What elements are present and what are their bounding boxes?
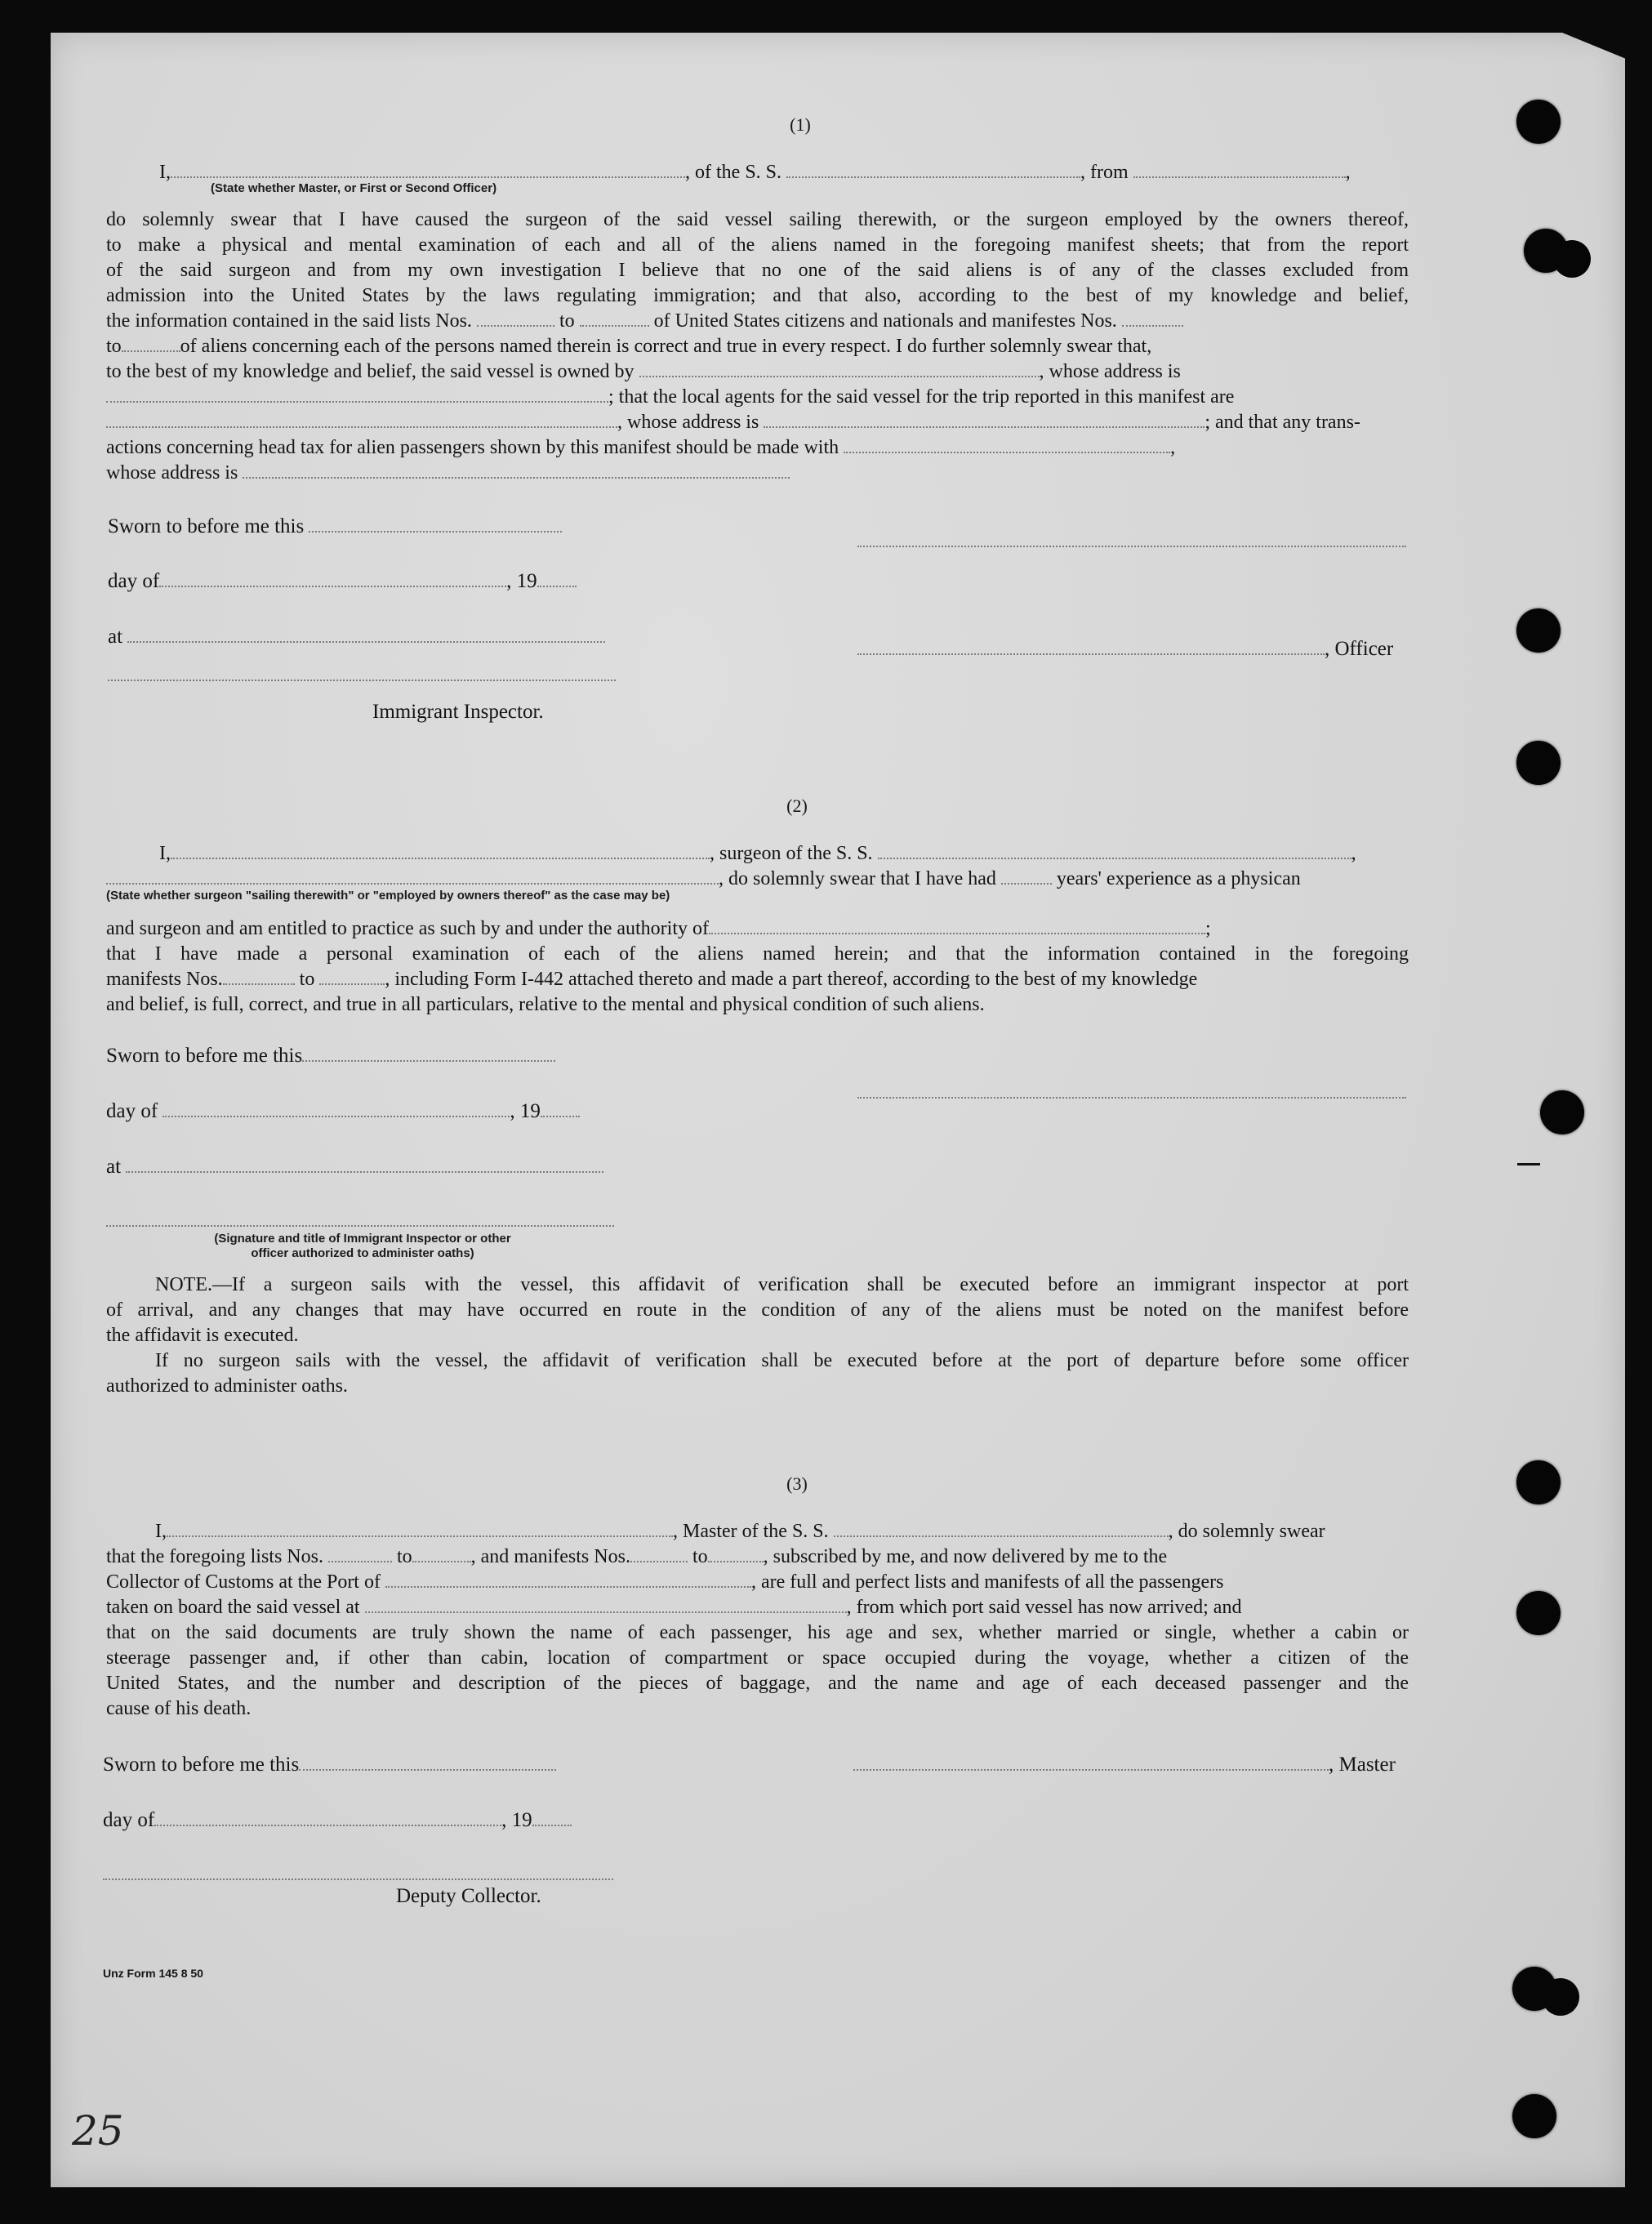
day-of-label: day of , 19 <box>106 1099 580 1123</box>
punch-hole <box>1512 1967 1556 2011</box>
punch-hole <box>1540 1090 1584 1134</box>
sec2-line1: I, , surgeon of the S. S. , <box>159 843 1356 864</box>
month-field[interactable] <box>159 569 506 587</box>
surgeon-status-hint: (State whether surgeon "sailing therewith" or "employed by owners thereof" as the case may be) <box>106 889 670 903</box>
citizen-lists-from-field[interactable] <box>477 309 554 327</box>
sec2-line3: and surgeon and am entitled to practice as such by and under the authority of ; <box>106 918 1211 939</box>
day-of-label: day of , 19 <box>108 569 577 593</box>
collector-label: Deputy Collector. <box>396 1885 541 1907</box>
signature-hint: (Signature and title of Immigrant Inspector or other officer authorized to administer oaths) <box>214 1232 511 1260</box>
month-field[interactable] <box>154 1808 501 1826</box>
sec1-line3: to make a physical and mental examination of each and all of the aliens named in the foregoing manifest sheets; that from the report <box>106 234 1409 256</box>
from-port-field[interactable] <box>1133 160 1346 178</box>
section-number: (1) <box>790 114 811 135</box>
manifests-from-field[interactable] <box>630 1544 688 1562</box>
surgeon-name-field[interactable] <box>171 841 710 859</box>
month-field[interactable] <box>163 1099 510 1117</box>
sec2-line2: , do solemnly swear that I have had years' experience as a physican <box>106 867 1409 892</box>
sec3-line1: I, , Master of the S. S. , do solemnly swear <box>155 1521 1325 1542</box>
form-number: Unz Form 145 8 50 <box>103 1967 203 1980</box>
punch-hole <box>1516 741 1561 785</box>
sec1-line11: actions concerning head tax for alien passengers shown by this manifest should be made with , <box>106 437 1176 458</box>
sec1-line8: to the best of my knowledge and belief, the said vessel is owned by , whose address is <box>106 361 1181 382</box>
sworn-label: Sworn to before me this <box>103 1753 556 1776</box>
alien-manifests-to-field[interactable] <box>122 334 180 352</box>
head-tax-contact-field[interactable] <box>844 435 1170 453</box>
sec1-line10: , whose address is ; and that any trans- <box>106 410 1409 435</box>
officer-line: , Officer <box>857 637 1393 661</box>
year-field[interactable] <box>532 1808 572 1826</box>
sec1-line4: of the said surgeon and from my own investigation I believe that no one of the said aliens is of any of the classes excluded from <box>106 260 1409 281</box>
note-line1: NOTE.—If a surgeon sails with the vessel, this affidavit of verification shall be executed before an immigrant inspector at port <box>155 1274 1409 1295</box>
sec1-line1: I, , of the S. S. , from , <box>159 162 1351 183</box>
authority-field[interactable] <box>709 916 1205 934</box>
year-field[interactable] <box>537 569 577 587</box>
officer-name-field[interactable] <box>857 637 1325 655</box>
note-line4: If no surgeon sails with the vessel, the affidavit of verification shall be executed before at the port of departure before some officer <box>155 1350 1409 1371</box>
sec2-line5: manifests Nos. to , including Form I-442 attached thereto and made a part thereof, according to the best of my knowledge <box>106 969 1198 990</box>
section-number: (2) <box>786 796 808 816</box>
margin-mark <box>1517 1163 1540 1165</box>
punch-hole <box>1516 100 1561 144</box>
local-agents-field[interactable] <box>106 410 617 428</box>
punch-hole <box>1512 2094 1556 2138</box>
sworn-label: Sworn to before me this <box>108 515 562 538</box>
manifests-to-field[interactable] <box>708 1544 764 1562</box>
lists-from-field[interactable] <box>328 1544 392 1562</box>
sec2-line6: and belief, is full, correct, and true in all particulars, relative to the mental and physical condition of such aliens. <box>106 994 985 1015</box>
master-signature-field[interactable] <box>853 1753 1329 1771</box>
vessel-name-field[interactable] <box>786 160 1080 178</box>
sworn-day-field[interactable] <box>302 1044 555 1062</box>
sec3-line2: that the foregoing lists Nos. to , and manifests Nos. to , subscribed by me, and now delivered by me to the <box>106 1546 1168 1567</box>
at-label: at <box>108 625 605 648</box>
sec1-line6: the information contained in the said lists Nos. to of United States citizens and nationals and manifestes Nos. <box>106 309 1409 334</box>
handwritten-page-number: 25 <box>72 2107 124 2155</box>
sec2-line4: that I have made a personal examination of each of the aliens named herein; and that the information contained in the foregoing <box>106 943 1409 965</box>
punch-hole <box>1516 1460 1561 1504</box>
sec3-line3: Collector of Customs at the Port of , are full and perfect lists and manifests of all the passengers <box>106 1571 1224 1593</box>
manifests-from-field[interactable] <box>223 967 295 985</box>
sec1-line5: admission into the United States by the laws regulating immigration; and that also, according to the best of my knowledge and belief, <box>106 285 1409 306</box>
sec3-line6: steerage passenger and, if other than cabin, location of compartment or space occupied during the voyage, whether a citizen of the <box>106 1647 1409 1669</box>
inspector-label: Immigrant Inspector. <box>372 701 544 723</box>
punch-hole <box>1516 1591 1561 1635</box>
sec3-line5: that on the said documents are truly shown the name of each passenger, his age and sex, whether married or single, whether a cabin or <box>106 1622 1409 1643</box>
agents-address-field[interactable] <box>764 410 1204 428</box>
note-line3: the affidavit is executed. <box>106 1325 299 1346</box>
section-number: (3) <box>786 1473 808 1494</box>
place-field[interactable] <box>127 625 605 643</box>
vessel-name-field[interactable] <box>834 1519 1169 1537</box>
year-field[interactable] <box>541 1099 580 1117</box>
owner-field[interactable] <box>639 359 1040 377</box>
customs-port-field[interactable] <box>385 1570 751 1588</box>
sec3-line8: cause of his death. <box>106 1698 252 1719</box>
day-of-label: day of , 19 <box>103 1808 572 1832</box>
owner-address-field[interactable] <box>106 385 608 403</box>
inspector-signature-line[interactable] <box>106 1225 614 1227</box>
sec1-line9: ; that the local agents for the said vessel for the trip reported in this manifest are <box>106 385 1409 410</box>
inspector-signature-line[interactable] <box>108 680 616 681</box>
citizen-lists-to-field[interactable] <box>580 309 649 327</box>
master-line: , Master <box>853 1753 1396 1776</box>
embarkation-port-field[interactable] <box>365 1595 847 1613</box>
sworn-day-field[interactable] <box>299 1753 556 1771</box>
alien-manifests-from-field[interactable] <box>1122 309 1183 327</box>
vessel-name-field[interactable] <box>878 841 1351 859</box>
note-line2: of arrival, and any changes that may have occurred en route in the condition of any of the aliens must be noted on the manifest before <box>106 1299 1409 1321</box>
sec1-line12: whose address is <box>106 461 1409 486</box>
manifests-to-field[interactable] <box>319 967 385 985</box>
punch-hole <box>1524 229 1568 273</box>
lists-to-field[interactable] <box>412 1544 471 1562</box>
sec3-line7: United States, and the number and description of the pieces of baggage, and the name and age of each deceased passenger and the <box>106 1673 1409 1694</box>
sec3-line4: taken on board the said vessel at , from which port said vessel has now arrived; and <box>106 1597 1242 1618</box>
place-field[interactable] <box>126 1155 603 1173</box>
sworn-day-field[interactable] <box>309 515 562 533</box>
head-tax-address-field[interactable] <box>243 461 790 479</box>
sec1-line7: to of aliens concerning each of the persons named therein is correct and true in every respect. I do further solemnly swear that, <box>106 336 1152 357</box>
master-name-field[interactable] <box>167 1519 673 1537</box>
surgeon-status-field[interactable] <box>106 867 719 885</box>
master-name-field[interactable] <box>171 160 685 178</box>
sec1-line2: do solemnly swear that I have caused the surgeon of the said vessel sailing therewith, or the surgeon employed by the owners thereof, <box>106 209 1409 230</box>
punch-hole <box>1516 608 1561 653</box>
years-experience-field[interactable] <box>1001 867 1052 885</box>
sworn-label: Sworn to before me this <box>106 1044 555 1067</box>
surgeon-signature-line[interactable] <box>857 1097 1406 1099</box>
officer-signature-line[interactable] <box>857 546 1406 547</box>
note-line5: authorized to administer oaths. <box>106 1375 348 1397</box>
at-label: at <box>106 1155 603 1179</box>
collector-signature-line[interactable] <box>103 1879 613 1880</box>
officer-rank-hint: (State whether Master, or First or Second Officer) <box>211 181 497 195</box>
